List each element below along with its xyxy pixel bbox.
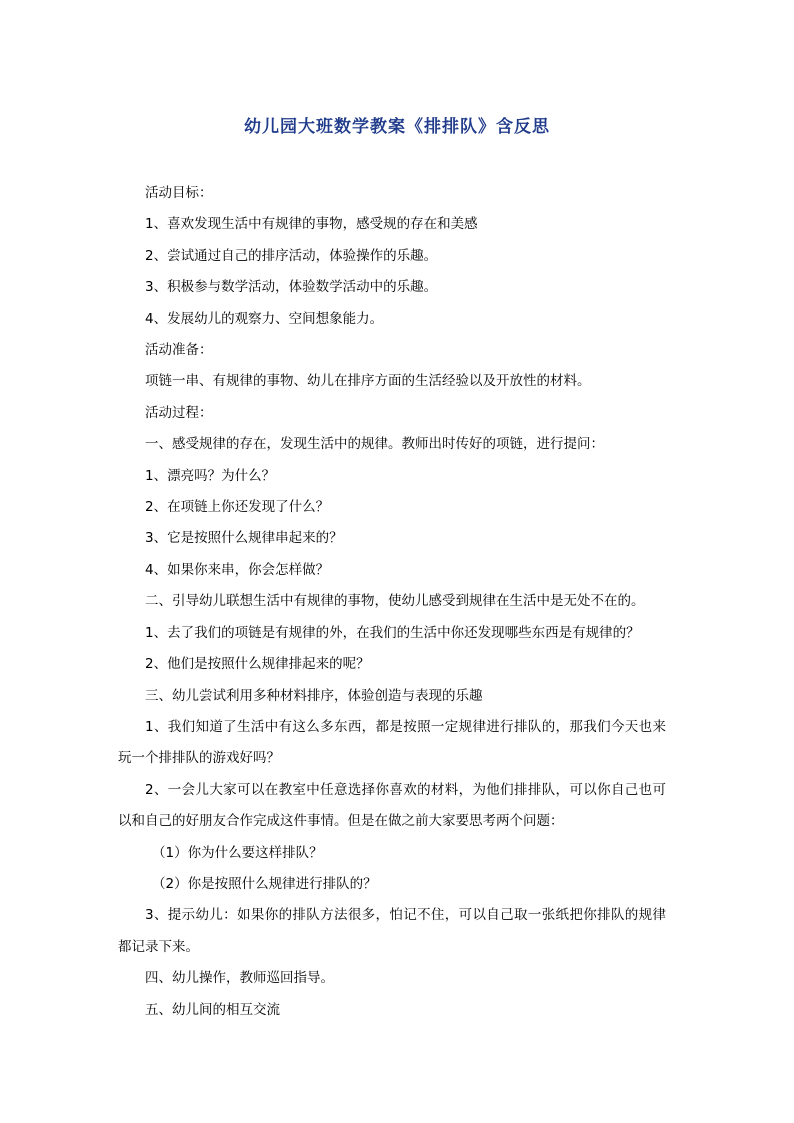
paragraph: 一、感受规律的存在，发现生活中的规律。教师出时传好的项链，进行提问： xyxy=(145,436,604,453)
paragraph: 1、喜欢发现生活中有规律的事物，感受规的存在和美感 xyxy=(145,216,478,233)
paragraph: 1、去了我们的项链是有规律的外，在我们的生活中你还发现哪些东西是有规律的？ xyxy=(145,624,640,641)
paragraph: 项链一串、有规律的事物、幼儿在排序方面的生活经验以及开放性的材料。 xyxy=(145,373,591,390)
paragraph: （1）你为什么要这样排队？ xyxy=(152,844,323,861)
paragraph: 2、一会儿大家可以在教室中任意选择你喜欢的材料，为他们排排队，可以你自己也可以和自己的好朋友合作完成这件事情。但是在做之前大家要思考两个问题： xyxy=(118,781,666,830)
document-title: 幼儿园大班数学教案《排排队》含反思 xyxy=(244,117,550,137)
paragraph: 3、提示幼儿：如果你的排队方法很多，怕记不住，可以自己取一张纸把你排队的规律都记录下来。 xyxy=(118,907,666,955)
paragraph: 4、如果你来串，你会怎样做？ xyxy=(145,561,330,578)
paragraph: 1、漂亮吗？为什么？ xyxy=(145,467,276,484)
paragraph: 五、幼儿间的相互交流 xyxy=(145,1001,280,1018)
paragraph: 二、引导幼儿联想生活中有规律的事物，使幼儿感受到规律在生活中是无处不在的。 xyxy=(145,593,645,610)
paragraph: 2、尝试通过自己的排序活动，体验操作的乐趣。 xyxy=(145,247,438,264)
paragraph: 1、我们知道了生活中有这么多东西，都是按照一定规律进行排队的，那我们今天也来玩一个排排队的游戏好吗？ xyxy=(118,718,666,767)
paragraph: 3、积极参与数学活动，体验数学活动中的乐趣。 xyxy=(145,279,438,296)
paragraph: 四、幼儿操作，教师巡回指导。 xyxy=(145,970,334,987)
paragraph: （2）你是按照什么规律进行排队的？ xyxy=(152,875,377,892)
paragraph: 活动准备： xyxy=(145,342,213,359)
paragraph: 4、发展幼儿的观察力、空间想象能力。 xyxy=(145,310,384,327)
paragraph: 活动目标： xyxy=(145,185,213,201)
document-body xyxy=(118,178,666,1026)
paragraph: 2、他们是按照什么规律排起来的呢？ xyxy=(145,656,370,673)
paragraph: 活动过程： xyxy=(145,404,213,421)
paragraph: 2、在项链上你还发现了什么？ xyxy=(145,499,330,516)
paragraph: 三、幼儿尝试利用多种材料排序，体验创造与表现的乐趣 xyxy=(145,687,483,704)
paragraph: 3、它是按照什么规律串起来的？ xyxy=(145,530,343,547)
